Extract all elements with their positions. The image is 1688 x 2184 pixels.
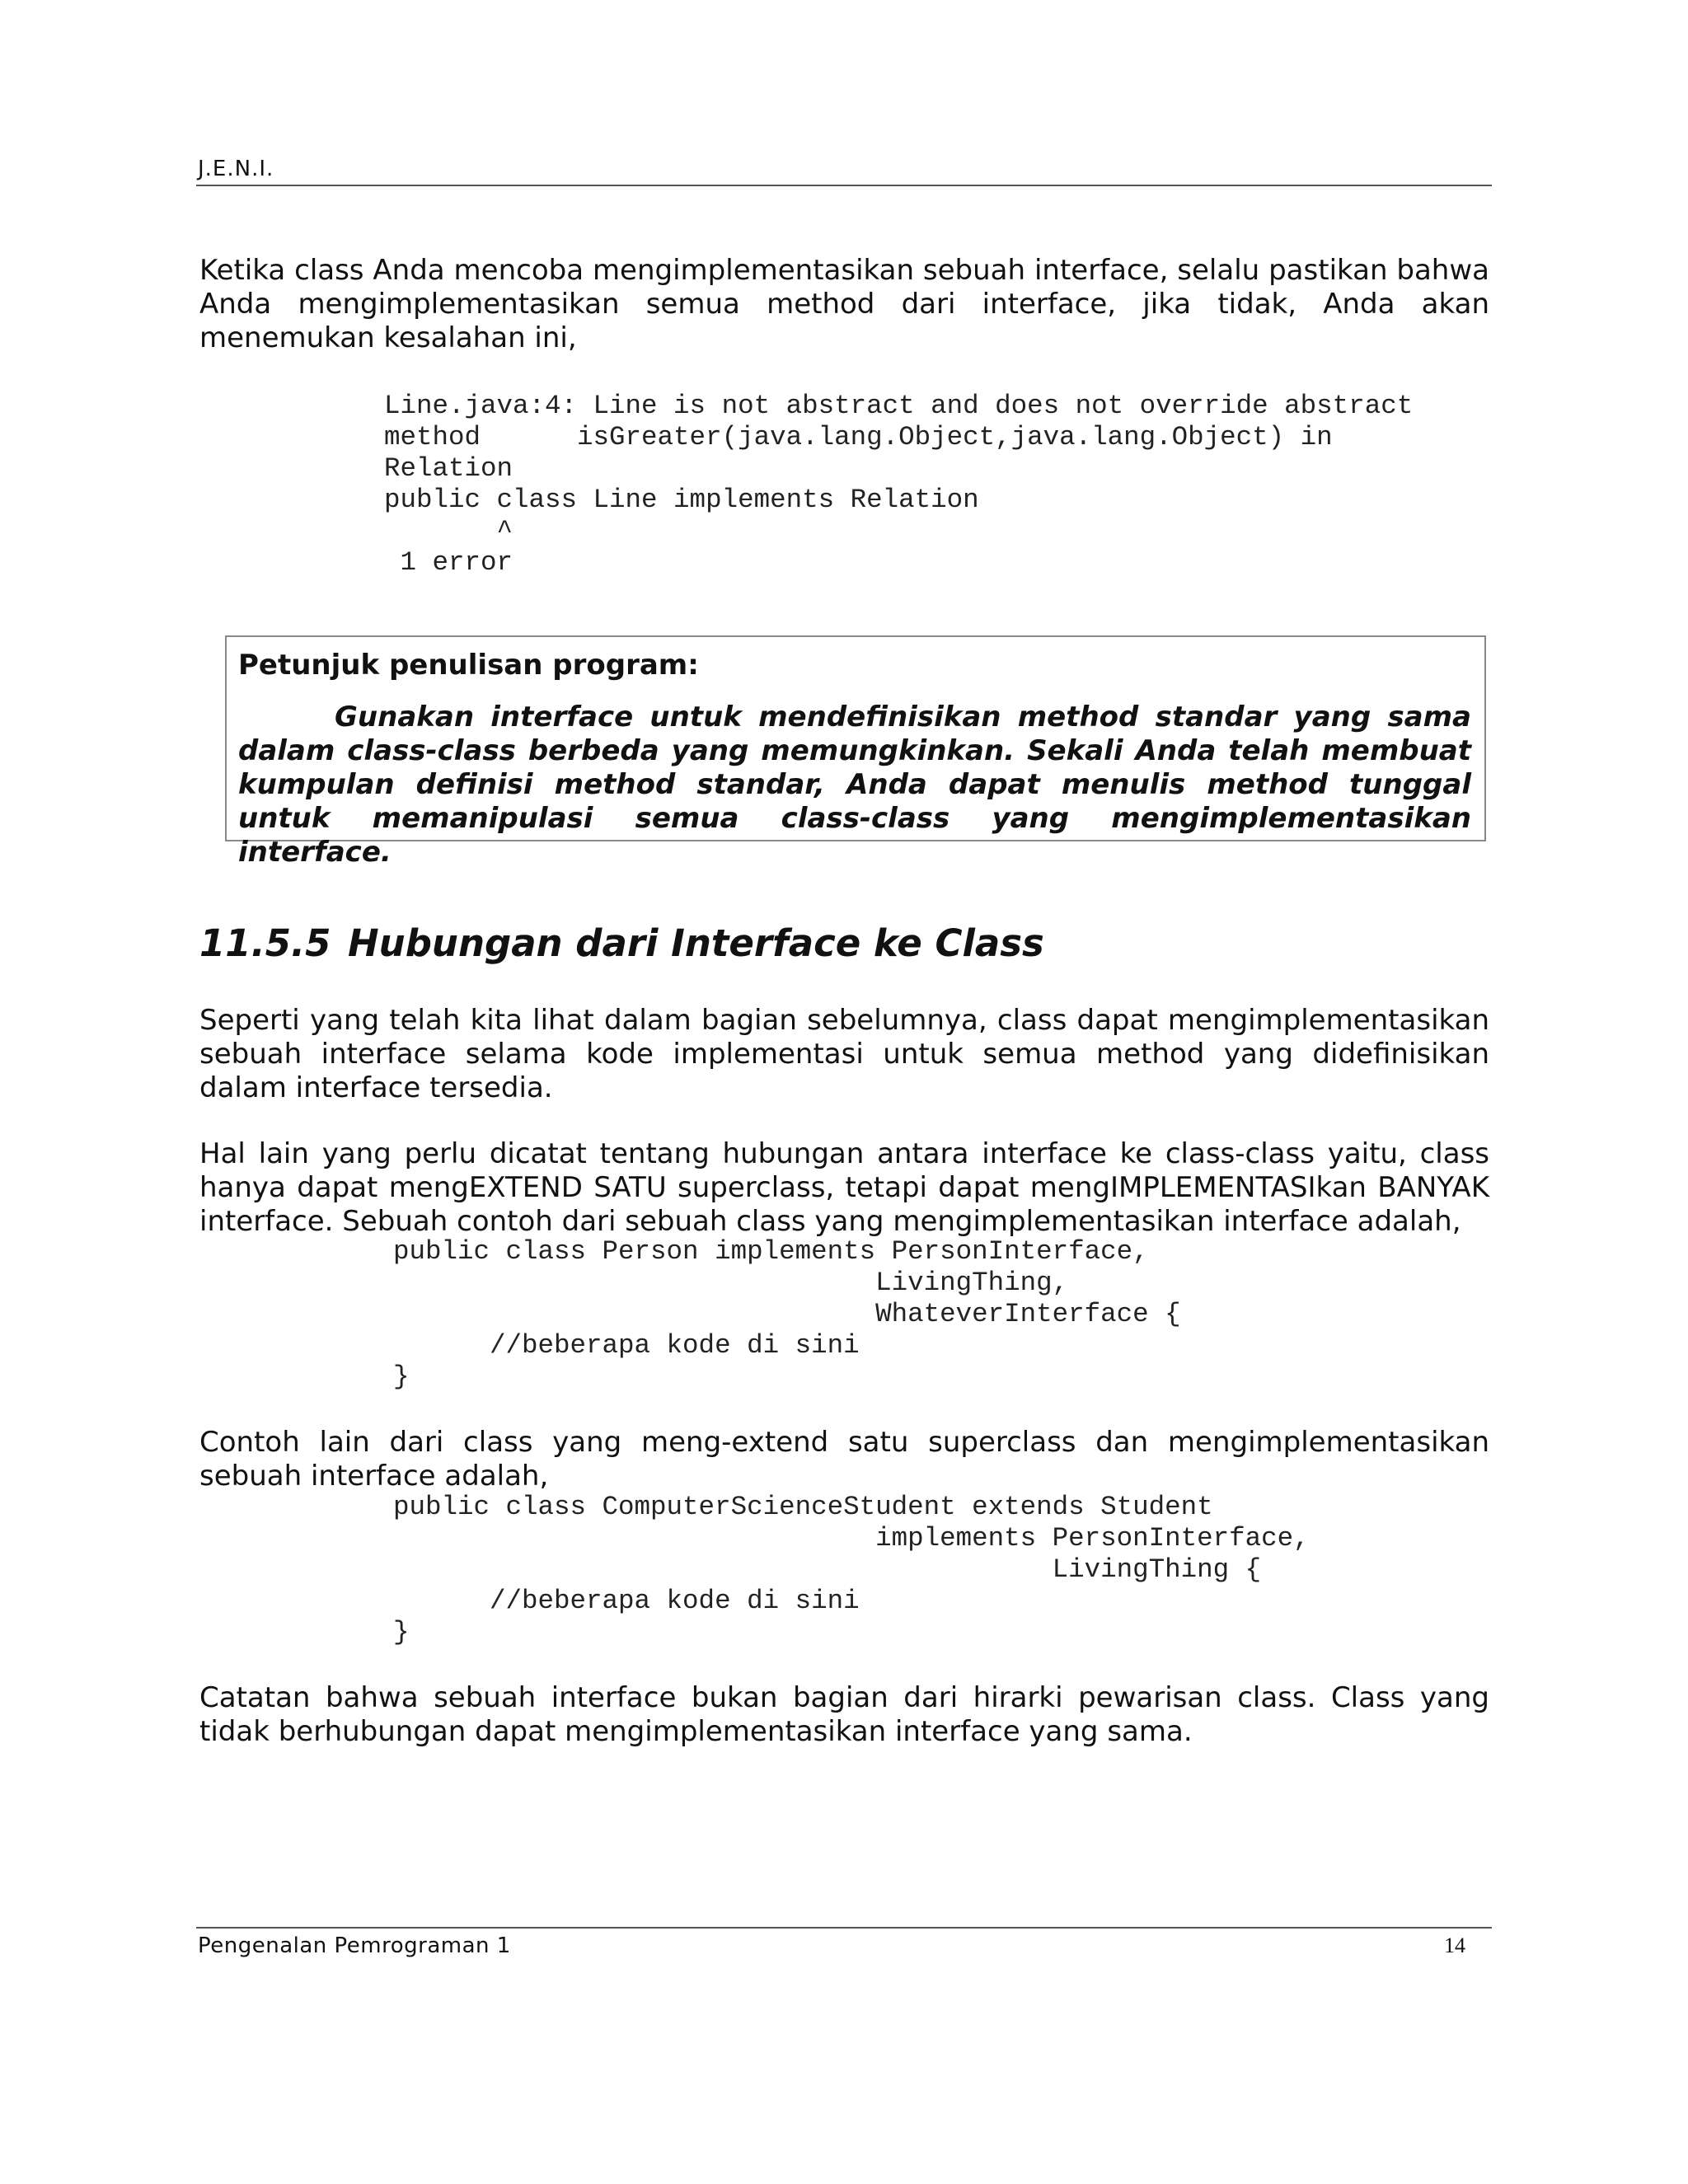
footer-book-title: Pengenalan Pemrograman 1 bbox=[198, 1933, 511, 1958]
paragraph-4: Catatan bahwa sebuah interface bukan bagian dari hirarki pewarisan class. Class yang tidak berhubungan dapat mengimplementasikan interface yang sama. bbox=[199, 1681, 1489, 1748]
footer-page-number: 14 bbox=[1444, 1933, 1465, 1957]
section-number: 11.5.5 bbox=[199, 921, 331, 965]
tip-title: Petunjuk penulisan program: bbox=[238, 649, 699, 682]
tip-body: Gunakan interface untuk mendefinisikan method standar yang sama dalam class-class berbeda yang memungkinkan. Sekali Anda telah membuat kumpulan definisi method standar, Anda dapat menulis method tunggal untuk memanipulasi semua class-class yang mengimplementasikan interface. bbox=[238, 701, 1471, 869]
error-code-block: Line.java:4: Line is not abstract and does not override abstract method isGreater(java.lang.Object,java.lang.Object) in Relation public class Line implements Relation ^ 1 error bbox=[384, 391, 1414, 578]
code-example-2: public class ComputerScienceStudent extends Student implements PersonInterface, LivingThing { //beberapa kode di sini } bbox=[393, 1492, 1310, 1647]
header-title: J.E.N.I. bbox=[198, 157, 274, 181]
header-divider bbox=[196, 185, 1492, 186]
code-example-1: public class Person implements PersonInterface, LivingThing, WhateverInterface { //beberapa kode di sini } bbox=[393, 1236, 1181, 1392]
footer-divider bbox=[196, 1927, 1492, 1929]
paragraph-2: Hal lain yang perlu dicatat tentang hubungan antara interface ke class-class yaitu, class hanya dapat mengEXTEND SATU superclass, tetapi dapat mengIMPLEMENTASIkan BANYAK interface. Sebuah contoh dari sebuah class yang mengimplementasikan interface adalah, bbox=[199, 1137, 1489, 1238]
intro-paragraph: Ketika class Anda mencoba mengimplementasikan sebuah interface, selalu pastikan bahwa Anda mengimplementasikan semua method dari interface, jika tidak, Anda akan menemukan kesalahan ini, bbox=[199, 254, 1489, 354]
tip-box bbox=[225, 635, 1486, 869]
paragraph-3: Contoh lain dari class yang meng-extend satu superclass dan mengimplementasikan sebuah interface adalah, bbox=[199, 1426, 1489, 1493]
section-heading bbox=[199, 921, 1044, 965]
section-title: Hubungan dari Interface ke Class bbox=[348, 921, 1044, 965]
paragraph-1: Seperti yang telah kita lihat dalam bagian sebelumnya, class dapat mengimplementasikan sebuah interface selama kode implementasi untuk semua method yang didefinisikan dalam interface tersedia. bbox=[199, 1004, 1489, 1104]
